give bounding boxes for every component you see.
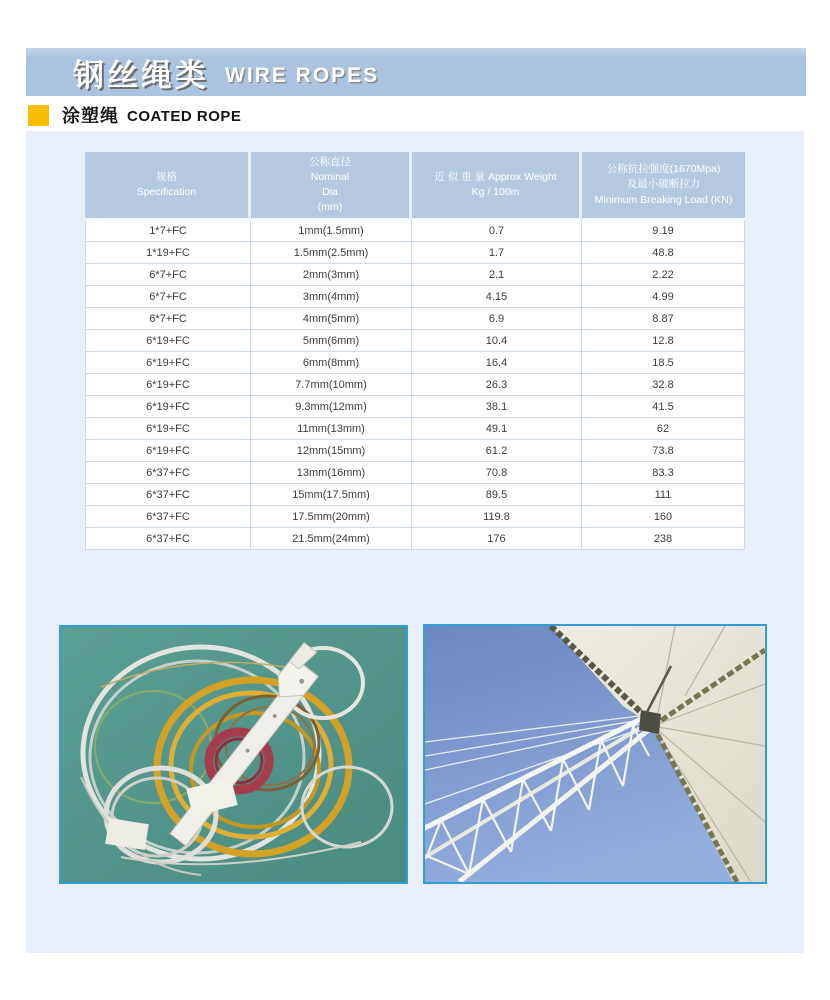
- table-cell: 3mm(4mm): [251, 286, 412, 308]
- column-header-line: Specification: [136, 186, 197, 198]
- table-cell: 62: [582, 418, 745, 440]
- table-cell: 89.5: [412, 484, 582, 506]
- table-row: [85, 308, 745, 330]
- table-cell: 1*19+FC: [85, 242, 251, 264]
- column-header-line: Minimum Breaking Load (KN): [594, 193, 733, 206]
- table-cell: 1.7: [412, 242, 582, 264]
- column-header-line: Nominal: [310, 170, 350, 183]
- table-cell: 6*37+FC: [85, 462, 251, 484]
- membrane-structure-illustration: [425, 626, 765, 882]
- table-cell: 9.19: [582, 220, 745, 242]
- table-row: [85, 506, 745, 528]
- column-header: [582, 152, 745, 220]
- table-row: [85, 220, 745, 242]
- page-banner: [26, 48, 806, 96]
- table-row: [85, 528, 745, 550]
- table-cell: 6*19+FC: [85, 440, 251, 462]
- table-cell: 70.8: [412, 462, 582, 484]
- table-cell: 9.3mm(12mm): [251, 396, 412, 418]
- table-row: [85, 462, 745, 484]
- column-header-line: 规格: [156, 170, 177, 183]
- table-cell: 4.99: [582, 286, 745, 308]
- table-cell: 6*19+FC: [85, 374, 251, 396]
- page-title-zh: 钢丝绳类: [73, 57, 209, 93]
- table-row: [85, 418, 745, 440]
- table-cell: 48.8: [582, 242, 745, 264]
- column-header-line: 公称抗拉强度(1670Mpa): [606, 163, 721, 176]
- column-header: [412, 152, 582, 220]
- section-title-en: COATED ROPE: [127, 107, 242, 125]
- section-title-zh: 涂塑绳: [62, 106, 119, 126]
- table-cell: 49.1: [412, 418, 582, 440]
- table-cell: 160: [582, 506, 745, 528]
- column-header-line: Dia: [322, 186, 338, 198]
- table-cell: 6*37+FC: [85, 528, 251, 550]
- table-row: [85, 286, 745, 308]
- table-cell: 6*19+FC: [85, 418, 251, 440]
- table-cell: 6*37+FC: [85, 506, 251, 528]
- section-heading: [28, 102, 241, 128]
- table-cell: 6*7+FC: [85, 308, 251, 330]
- column-header: [251, 152, 412, 220]
- table-cell: 1mm(1.5mm): [251, 220, 412, 242]
- table-cell: 2.1: [412, 264, 582, 286]
- table-row: [85, 330, 745, 352]
- spec-table-body: [85, 220, 745, 550]
- table-cell: 6*7+FC: [85, 264, 251, 286]
- table-cell: 32.8: [582, 374, 745, 396]
- table-cell: 6*19+FC: [85, 330, 251, 352]
- column-header-line: Kg / 100m: [471, 186, 520, 198]
- table-cell: 6*37+FC: [85, 484, 251, 506]
- table-cell: 6*19+FC: [85, 352, 251, 374]
- table-cell: 15mm(17.5mm): [251, 484, 412, 506]
- table-cell: 6*19+FC: [85, 396, 251, 418]
- rope-coils-illustration: [61, 627, 406, 882]
- page-title-en: WIRE ROPES: [225, 64, 380, 87]
- table-cell: 6*7+FC: [85, 286, 251, 308]
- table-cell: 111: [582, 484, 745, 506]
- table-cell: 13mm(16mm): [251, 462, 412, 484]
- table-cell: 4mm(5mm): [251, 308, 412, 330]
- table-cell: 16.4: [412, 352, 582, 374]
- table-row: [85, 440, 745, 462]
- table-cell: 18.5: [582, 352, 745, 374]
- spec-table-head: [85, 152, 745, 220]
- table-cell: 176: [412, 528, 582, 550]
- table-row: [85, 374, 745, 396]
- table-cell: 83.3: [582, 462, 745, 484]
- column-header-line: 及最小破断拉力: [626, 178, 701, 191]
- table-cell: 2.22: [582, 264, 745, 286]
- table-cell: 2mm(3mm): [251, 264, 412, 286]
- table-cell: 0.7: [412, 220, 582, 242]
- table-cell: 61.2: [412, 440, 582, 462]
- column-header-line: 公称直径: [309, 155, 351, 168]
- table-cell: 26.3: [412, 374, 582, 396]
- table-cell: 5mm(6mm): [251, 330, 412, 352]
- column-header: [85, 152, 251, 220]
- yellow-bullet-icon: [28, 105, 49, 126]
- table-cell: 12mm(15mm): [251, 440, 412, 462]
- table-cell: 12.8: [582, 330, 745, 352]
- membrane-structure-photo: [423, 624, 767, 884]
- coated-rope-coils-photo: [59, 625, 408, 884]
- table-row: [85, 242, 745, 264]
- table-cell: 11mm(13mm): [251, 418, 412, 440]
- table-cell: 10.4: [412, 330, 582, 352]
- table-cell: 6.9: [412, 308, 582, 330]
- table-cell: 38.1: [412, 396, 582, 418]
- table-cell: 41.5: [582, 396, 745, 418]
- table-row: [85, 396, 745, 418]
- table-cell: 7.7mm(10mm): [251, 374, 412, 396]
- table-cell: 238: [582, 528, 745, 550]
- table-row: [85, 352, 745, 374]
- spec-table: [85, 152, 745, 550]
- table-cell: 17.5mm(20mm): [251, 506, 412, 528]
- table-row: [85, 264, 745, 286]
- header-row: [85, 152, 745, 220]
- table-cell: 1.5mm(2.5mm): [251, 242, 412, 264]
- table-row: [85, 484, 745, 506]
- table-cell: 4.15: [412, 286, 582, 308]
- table-cell: 21.5mm(24mm): [251, 528, 412, 550]
- table-cell: 6mm(8mm): [251, 352, 412, 374]
- table-cell: 119.8: [412, 506, 582, 528]
- table-cell: 73.8: [582, 440, 745, 462]
- table-cell: 1*7+FC: [85, 220, 251, 242]
- table-cell: 8.87: [582, 308, 745, 330]
- column-header-line: 近 似 重 量 Approx Weight: [434, 170, 557, 183]
- column-header-line: (mm): [317, 201, 343, 214]
- mast-head-icon: [639, 710, 661, 734]
